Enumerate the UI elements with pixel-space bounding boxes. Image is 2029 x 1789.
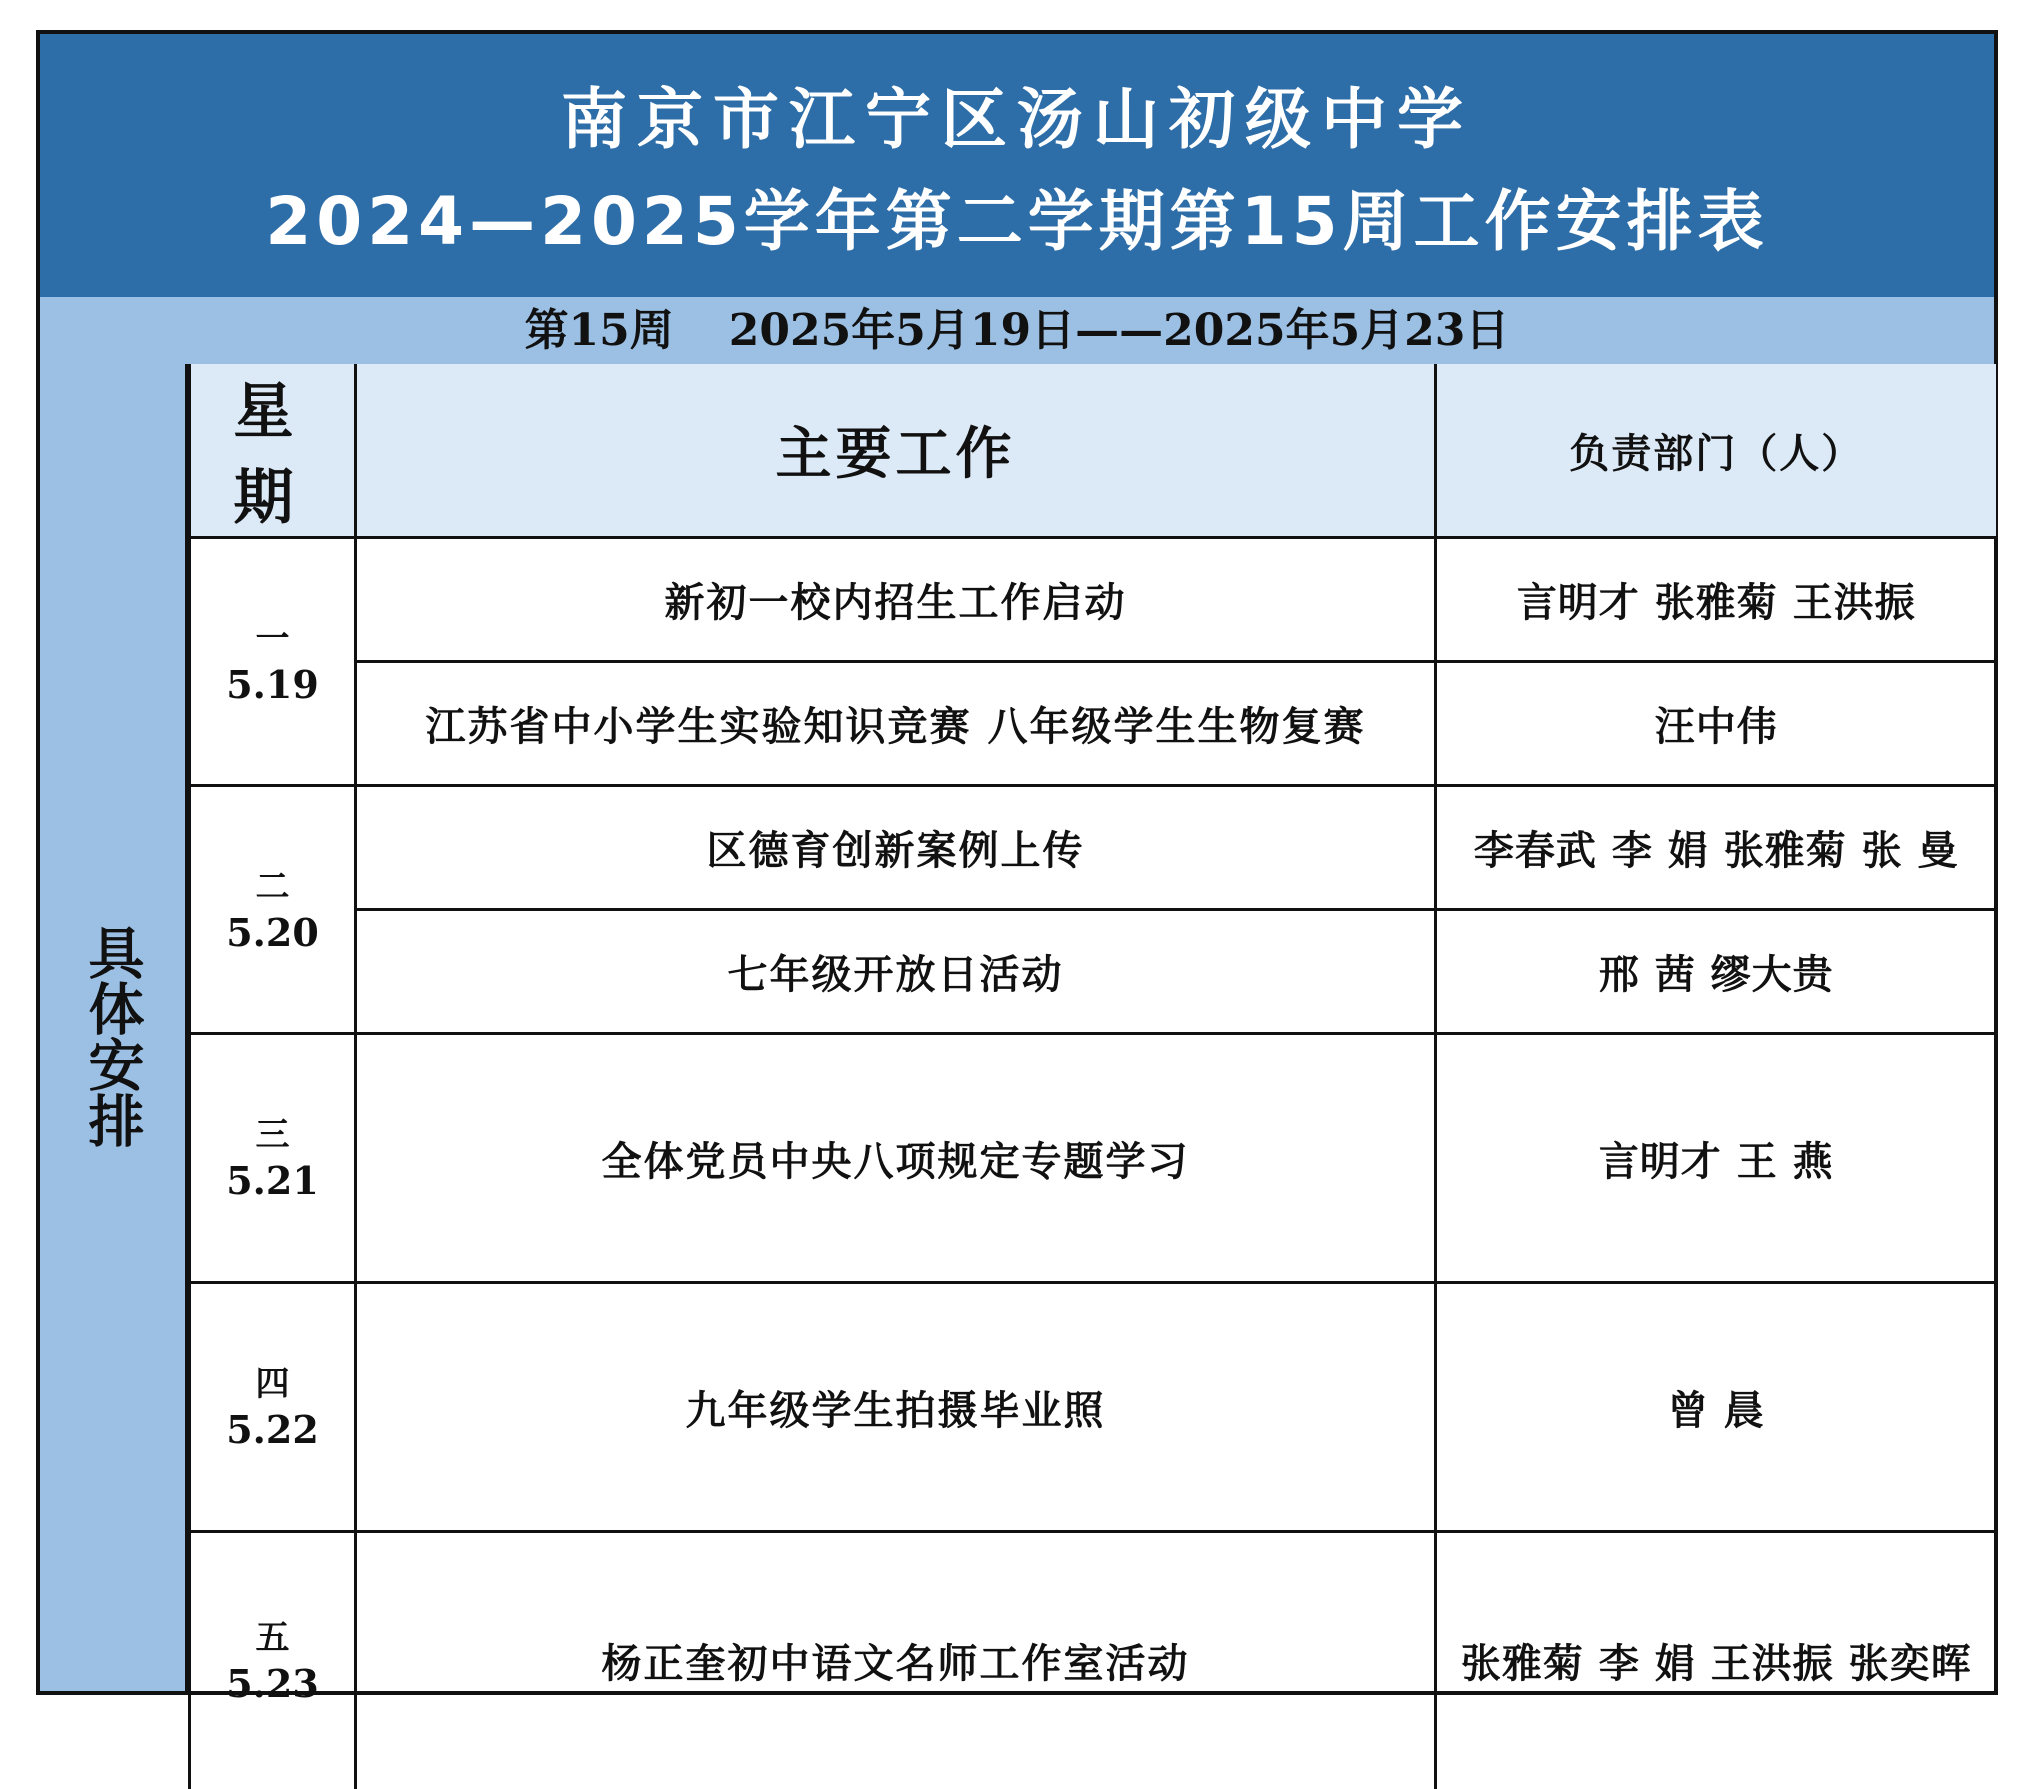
day-cell (190, 538, 356, 786)
responsible-cell: 曾 晨 (1436, 1283, 1996, 1532)
week-bar (40, 297, 1994, 367)
responsible-cell: 言明才 王 燕 (1436, 1034, 1996, 1283)
responsible-cell: 言明才 张雅菊 王洪振 (1436, 538, 1996, 662)
day-name: 四 (255, 1364, 290, 1404)
title-banner (40, 34, 1994, 300)
work-cell: 七年级开放日活动 (356, 910, 1436, 1034)
responsible-cell: 汪中伟 (1436, 662, 1996, 786)
day-date: 5.23 (226, 1660, 319, 1706)
responsible-cell: 邢 茜 缪大贵 (1436, 910, 1996, 1034)
day-date: 5.22 (226, 1407, 319, 1452)
table-row (190, 538, 1996, 662)
table-row (190, 1532, 1996, 1789)
work-cell: 江苏省中小学生实验知识竞赛 八年级学生生物复赛 (356, 662, 1436, 786)
responsible-cell: 李春武 李 娟 张雅菊 张 曼 (1436, 786, 1996, 910)
work-cell: 全体党员中央八项规定专题学习 (356, 1034, 1436, 1283)
schedule-sheet (36, 30, 1998, 1706)
column-header-responsible: 负责部门（人） (1436, 364, 1996, 538)
sidebar (40, 364, 188, 1691)
work-cell: 区德育创新案例上传 (356, 786, 1436, 910)
column-header-work: 主要工作 (356, 364, 1436, 538)
day-name: 二 (255, 866, 290, 907)
week-number: 第15周 (524, 305, 674, 356)
day-cell (190, 786, 356, 1034)
work-cell: 九年级学生拍摄毕业照 (356, 1283, 1436, 1532)
day-cell (190, 1283, 356, 1532)
day-name: 一 (255, 618, 290, 659)
day-date: 5.19 (226, 661, 319, 707)
table-row (190, 1034, 1996, 1283)
day-date: 5.20 (226, 909, 319, 955)
work-cell: 新初一校内招生工作启动 (356, 538, 1436, 662)
schedule-table (188, 364, 1996, 1789)
table-row (190, 1283, 1996, 1532)
table-row (190, 662, 1996, 786)
week-date-range: 2025年5月19日——2025年5月23日 (728, 305, 1510, 356)
table-row (190, 786, 1996, 910)
responsible-cell: 张雅菊 李 娟 王洪振 张奕晖 (1436, 1532, 1996, 1789)
day-name: 五 (255, 1617, 290, 1658)
work-cell: 杨正奎初中语文名师工作室活动 (356, 1532, 1436, 1789)
day-name: 三 (255, 1115, 290, 1155)
sidebar-label: 具体安排 (79, 924, 146, 1148)
day-date: 5.21 (226, 1158, 319, 1203)
column-header-day: 星 期 (190, 364, 356, 538)
school-name: 南京市江宁区汤山初级中学 (561, 81, 1473, 158)
table-header-row (190, 364, 1996, 538)
day-cell (190, 1034, 356, 1283)
day-cell (190, 1532, 356, 1789)
table-row (190, 910, 1996, 1034)
schedule-title: 2024—2025学年第二学期第15周工作安排表 (265, 183, 1769, 260)
